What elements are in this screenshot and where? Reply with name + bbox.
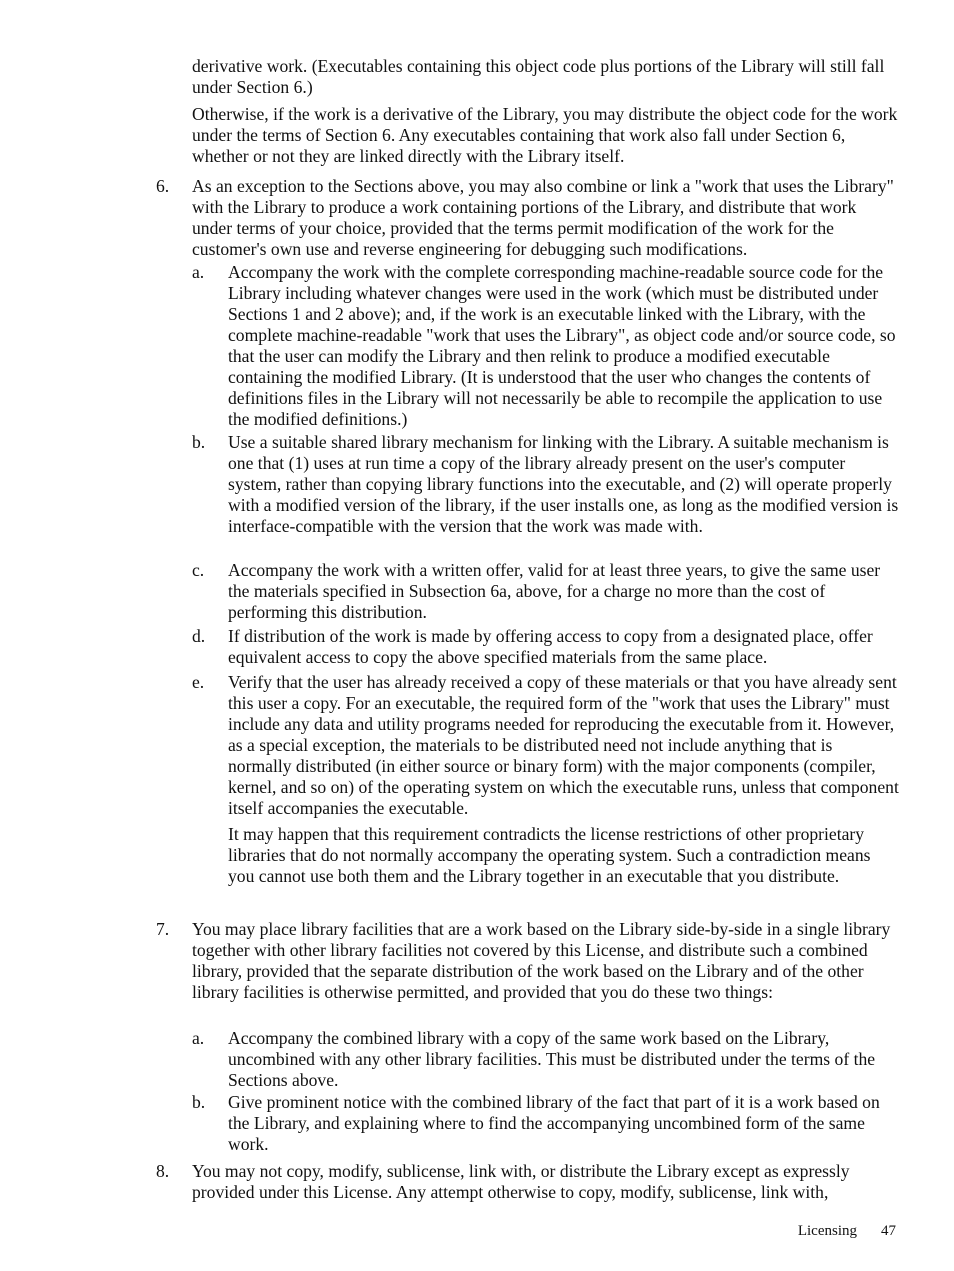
section-8-number: 8. — [156, 1161, 170, 1181]
section-7-number: 7. — [156, 919, 170, 939]
list-letter: b. — [192, 432, 206, 452]
closing-paragraph: It may happen that this requirement contradicts the license restrictions of other proprietary libraries that do not normally accompany the operating system. Such a contradiction means you cannot use both them and the Library together in an executable that you distribute. — [228, 824, 871, 886]
footer-section-label: Licensing — [797, 1223, 857, 1239]
list-letter: d. — [192, 626, 206, 646]
list-item-text: Give prominent notice with the combined library of the fact that part of it is a work based on the Library, and explaining where to find the accompanying uncombined form of the same work. — [228, 1092, 880, 1154]
intro-paragraph-2: Otherwise, if the work is a derivative of the Library, you may distribute the object code for the work under the terms of Section 6. Any executables containing that work also fall under Section 6, whether or not they are linked directly with the Library itself. — [192, 104, 898, 166]
intro-paragraph-1: derivative work. (Executables containing this object code plus portions of the Library will still fall under Section 6.) — [192, 56, 885, 97]
list-item-text: Accompany the work with a written offer, valid for at least three years, to give the same user the materials specified in Subsection 6a, above, for a charge no more than the cost of performing this distribution. — [228, 560, 881, 622]
list-letter: a. — [192, 1028, 205, 1048]
section-8-text: You may not copy, modify, sublicense, link with, or distribute the Library except as expressly provided under this License. Any attempt otherwise to copy, modify, sublicense, link with, — [192, 1161, 850, 1202]
list-item-text: Verify that the user has already received a copy of these materials or that you have already sent this user a copy. For an executable, the required form of the "work that uses the Library" must include any data and utility programs needed for reproducing the executable from it. However, as a special exception, the materials to be distributed need not include anything that is normally distributed (in either source or binary form) with the major components (compiler, kernel, and so on) of the operating system on which the executable runs, unless that component itself accompanies the executable. — [228, 672, 899, 818]
list-item-text: If distribution of the work is made by offering access to copy from a designated place, offer equivalent access to copy the above specified materials from the same place. — [228, 626, 873, 667]
page-number: 47 — [881, 1223, 896, 1239]
section-6-text: As an exception to the Sections above, you may also combine or link a "work that uses the Library" with the Library to produce a work containing portions of the Library, and distribute that work under terms of your choice, provided that the terms permit modification of the work for the customer's own use and reverse engineering for debugging such modifications. — [192, 176, 894, 259]
list-letter: e. — [192, 672, 205, 692]
section-7-text: You may place library facilities that are a work based on the Library side-by-side in a single library together with other library facilities not covered by this License, and distribute such a combined library, provided that the separate distribution of the work based on the Library and of the other library facilities is otherwise permitted, and provided that you do these two things: — [192, 919, 891, 1002]
list-letter: c. — [192, 560, 205, 580]
list-letter: b. — [192, 1092, 206, 1112]
section-6-number: 6. — [156, 176, 170, 196]
list-item-text: Use a suitable shared library mechanism for linking with the Library. A suitable mechanism is one that (1) uses at run time a copy of the library already present on the user's computer system, rather than copying library functions into the executable, and (2) will operate properly with a modified version of the library, if the user installs one, as long as the modified version is interface-compatible with the version that the work was made with. — [228, 432, 899, 536]
list-item-text: Accompany the work with the complete corresponding machine-readable source code for the Library including whatever changes were used in the work (which must be distributed under Sections 1 and 2 above); and, if the work is an executable linked with the Library, with the complete machine-readable "work that uses the Library", as object code and/or source code, so that the user can modify the Library and then relink to produce a modified executable containing the modified Library. (It is understood that the user who changes the contents of definitions files in the Library will not necessarily be able to recompile the application to use the modified definitions.) — [228, 262, 896, 429]
list-item-text: Accompany the combined library with a copy of the same work based on the Library, uncombined with any other library facilities. This must be distributed under the terms of the Sections above. — [228, 1028, 876, 1090]
list-letter: a. — [192, 262, 205, 282]
